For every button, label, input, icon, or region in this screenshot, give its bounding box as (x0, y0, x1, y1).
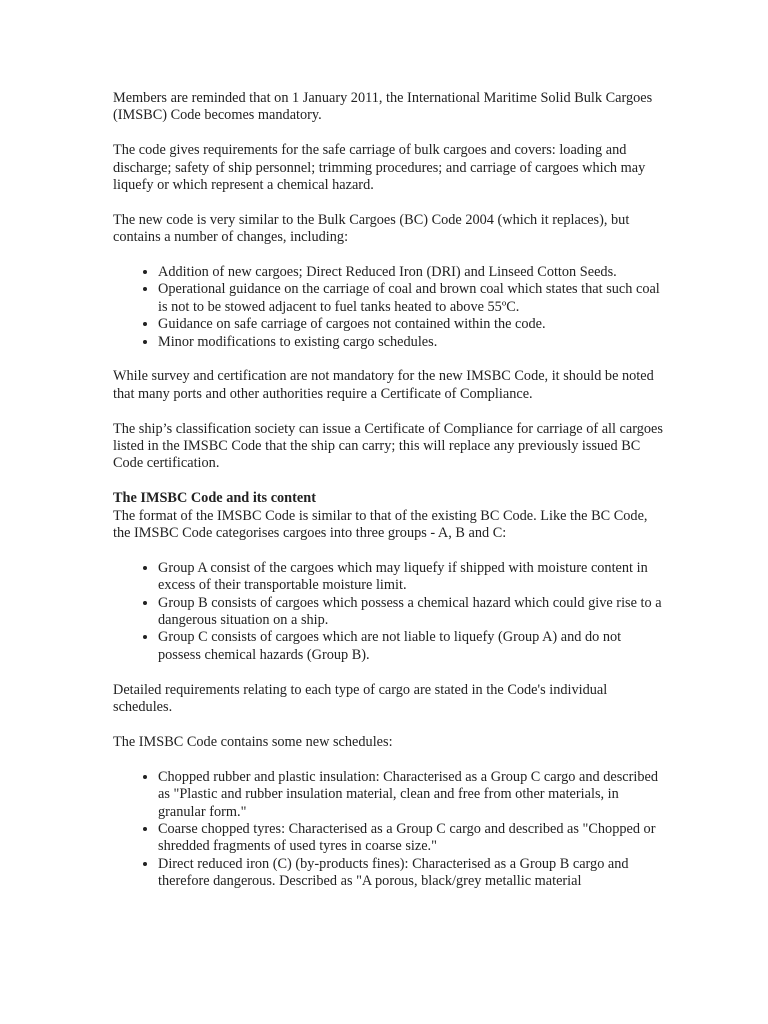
new-schedules-paragraph: The IMSBC Code contains some new schedules: (113, 733, 393, 750)
list-item: • Group B consists of cargoes which possess a chemical hazard which could give rise to a dangerous situation on a ship. (158, 595, 663, 630)
list-item: • Group C consists of cargoes which are not liable to liquefy (Group A) and do not possess chemical hazards (Group B). (158, 629, 663, 664)
list-item: • Operational guidance on the carriage of coal and brown coal which states that such coal is not to be stowed adjacent to fuel tanks heated to above 55ºC. (158, 281, 663, 316)
list-item: • Coarse chopped tyres: Characterised as a Group C cargo and described as "Chopped or shredded fragments of used tyres in coarse size." (158, 821, 663, 856)
intro-paragraph-mandatory: Members are reminded that on 1 January 2011, the International Maritime Solid Bulk Cargoes (IMSBC) Code becomes mandatory. (113, 90, 653, 124)
list-item: • Addition of new cargoes; Direct Reduced Iron (DRI) and Linseed Cotton Seeds. (158, 264, 663, 281)
list-item: • Direct reduced iron (C) (by-products fines): Characterised as a Group B cargo and therefore dangerous. Described as "A porous, black/grey metallic material (158, 856, 663, 891)
list-item: • Minor modifications to existing cargo schedules. (158, 334, 663, 351)
section-heading: The IMSBC Code and its content (113, 490, 316, 507)
new-schedules-list (113, 769, 663, 891)
classification-paragraph: The ship’s classification society can issue a Certificate of Compliance for carriage of all cargoes listed in the IMSBC Code that the ship can carry; this will replace any previously issued BC Code certification. (113, 420, 663, 472)
list-item: • Chopped rubber and plastic insulation: Characterised as a Group C cargo and described as "Plastic and rubber insulation material, clean and free from other materials, in granular form." (158, 769, 663, 821)
detail-paragraph: Detailed requirements relating to each type of cargo are stated in the Code's individual schedules. (113, 681, 608, 716)
groups-list (113, 560, 663, 664)
changes-list (113, 264, 663, 351)
format-paragraph: The format of the IMSBC Code is similar to that of the existing BC Code. Like the BC Code, the IMSBC Code categorises cargoes into three groups - A, B and C: (113, 507, 648, 542)
list-item: • Group A consist of the cargoes which may liquefy if shipped with moisture content in excess of their transportable moisture limit. (158, 560, 663, 595)
intro-paragraph-requirements: The code gives requirements for the safe carriage of bulk cargoes and covers: loading and discharge; safety of ship personnel; trimming procedures; and carriage of cargoes which may liquefy or which represent a chemical hazard. (113, 142, 646, 194)
document-body (113, 90, 663, 908)
intro-paragraph-new-code: The new code is very similar to the Bulk Cargoes (BC) Code 2004 (which it replaces), but contains a number of changes, including: (113, 211, 630, 246)
survey-paragraph: While survey and certification are not mandatory for the new IMSBC Code, it should be noted that many ports and other authorities require a Certificate of Compliance. (113, 368, 654, 402)
list-item: • Guidance on safe carriage of cargoes not contained within the code. (158, 316, 663, 333)
